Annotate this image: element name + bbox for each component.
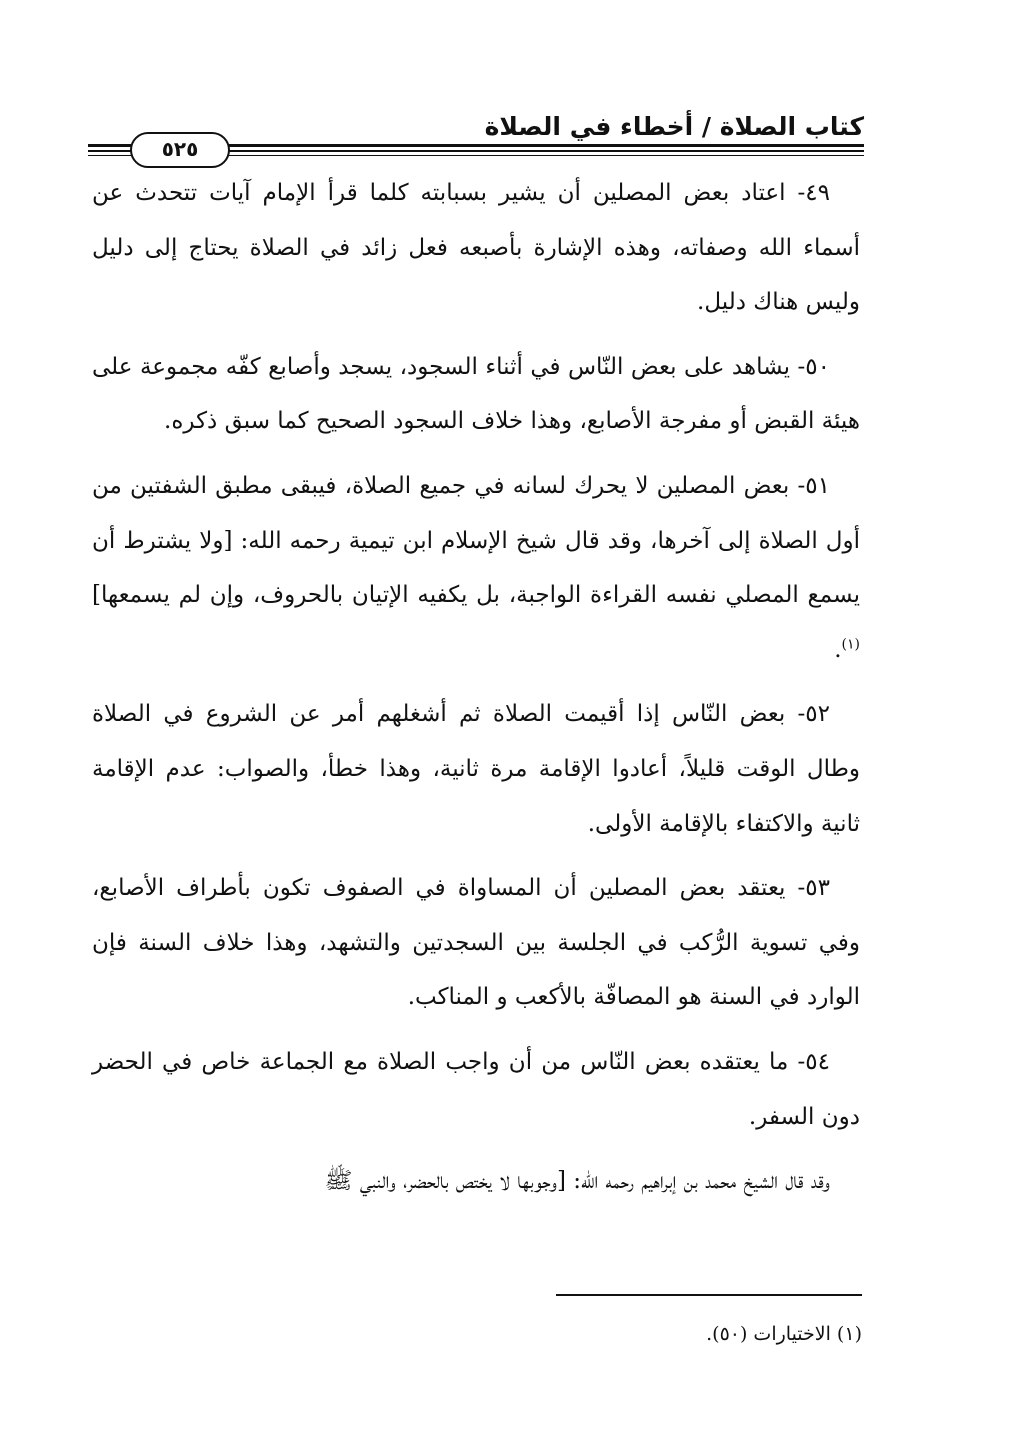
footnote-reference[interactable]: (١)	[841, 636, 860, 653]
page-number-badge: ٥٢٥	[130, 132, 230, 168]
paragraph-51-text: ٥١- بعض المصلين لا يحرك لسانه في جميع الصلاة، فيبقى مطبق الشفتين من أول الصلاة إلى آخرها، وقد قال شيخ الإسلام ابن تيمية رحمه الله: [ولا يشترط أن يسمع المصلي نفسه القراءة الواجبة، بل يكفيه الإتيان بالحروف، وإن لم يسمعها]	[92, 472, 860, 609]
paragraph-54: ٥٤- ما يعتقده بعض النّاس من أن واجب الصلاة مع الجماعة خاص في الحضر دون السفر.	[92, 1048, 860, 1130]
footnote: (١) الاختيارات (٥٠).	[706, 1323, 862, 1345]
page-header	[88, 108, 864, 160]
paragraph-50: ٥٠- يشاهد على بعض النّاس في أثناء السجود، يسجد وأصابع كفّه مجموعة على هيئة القبض أو مفرجة الأصابع، وهذا خلاف السجود الصحيح كما سبق ذكره.	[92, 353, 860, 435]
paragraph-quote: وقد قال الشيخ محمد بن إبراهيم رحمه الله: [وجوبها لا يختص بالحضر، والنبي ﷺ	[324, 1168, 830, 1195]
paragraph-49: ٤٩- اعتاد بعض المصلين أن يشير بسبابته كلما قرأ الإمام آيات تتحدث عن أسماء الله وصفاته، وهذه الإشارة بأصبعه فعل زائد في الصلاة يحتاج إلى دليل وليس هناك دليل.	[92, 180, 860, 316]
body-text	[92, 166, 860, 1209]
paragraph-52: ٥٢- بعض النّاس إذا أقيمت الصلاة ثم أشغلهم أمر عن الشروع في الصلاة وطال الوقت قليلاً، أعادوا الإقامة مرة ثانية، وهذا خطأ، والصواب: عدم الإقامة ثانية والاكتفاء بالإقامة الأولى.	[92, 701, 860, 837]
paragraph-53: ٥٣- يعتقد بعض المصلين أن المساواة في الصفوف تكون بأطراف الأصابع، وفي تسوية الرُّكب في الجلسة بين السجدتين والتشهد، وهذا خلاف السنة فإن الوارد في السنة هو المصافّة بالأكعب و المناكب.	[92, 875, 860, 1011]
running-title: كتاب الصلاة / أخطاء في الصلاة	[484, 112, 864, 141]
paragraph-51-end: .	[834, 636, 842, 663]
paragraph-51	[92, 459, 860, 677]
footnote-divider	[556, 1294, 862, 1296]
